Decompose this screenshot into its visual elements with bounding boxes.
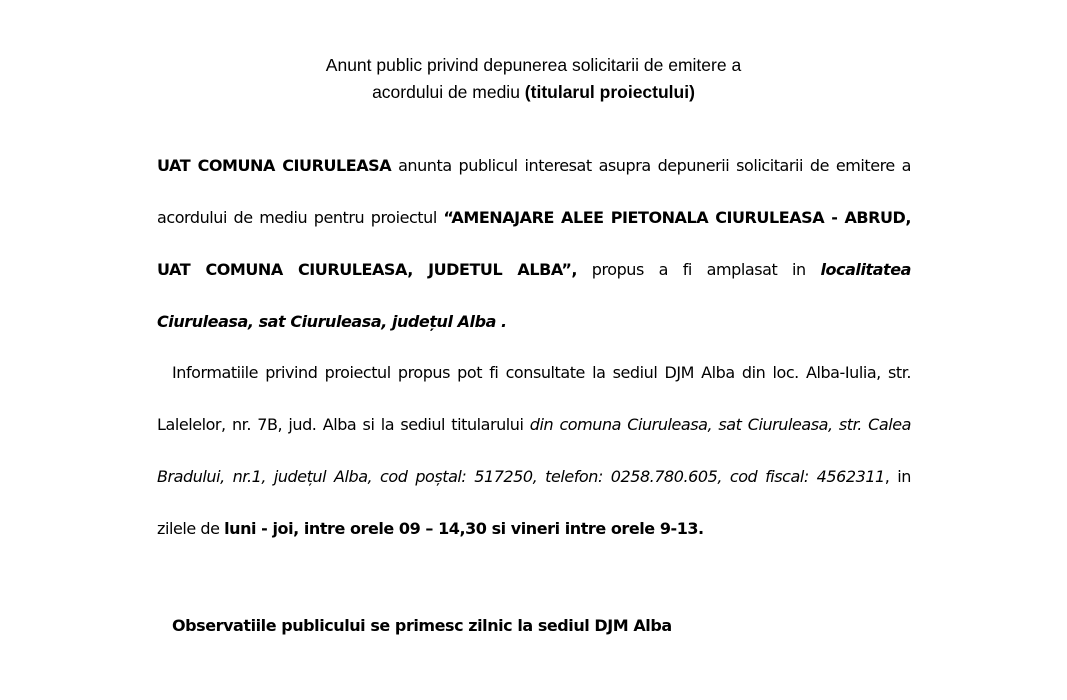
observations-text: Observatiile publicului se primesc zilnic la sediul DJM Alba: [172, 616, 672, 635]
paragraph2-text-a: Informatiile privind proiectul propus pot fi consultate la sediul DJM Alba din loc. Alba-Iulia, str. Lalelelor, nr. 7B, jud. Alba si la sediul titularului: [157, 363, 911, 434]
paragraph2-text-b: , in zilele de: [157, 467, 911, 538]
paragraph-consultation-info: [157, 347, 911, 555]
paragraph1-text-b: propus a fi amplasat in: [577, 260, 821, 279]
project-name: “AMENAJARE ALEE PIETONALA CIURULEASA - ABRUD, UAT COMUNA CIURULEASA, JUDETUL ALBA”,: [157, 208, 912, 279]
announcement-heading: [0, 52, 1067, 106]
heading-line-2: [0, 79, 1067, 106]
consultation-schedule: luni - joi, intre orele 09 – 14,30 si vineri intre orele 9-13.: [224, 519, 704, 538]
paragraph1-text-a: anunta publicul interesat asupra depunerii solicitarii de emitere a acordului de mediu pentru proiectul: [157, 156, 911, 227]
titular-address: din comuna Ciuruleasa, sat Ciuruleasa, str. Calea Bradului, nr.1, județul Alba, cod poștal: 517250, telefon: 0258.780.605, cod fiscal: 4562311: [157, 415, 911, 486]
heading-line-2-text: acordului de mediu: [372, 82, 525, 102]
titular-name: UAT COMUNA CIURULEASA: [157, 156, 392, 175]
paragraph-observations: [157, 600, 911, 652]
project-location: localitatea Ciuruleasa, sat Ciuruleasa, județul Alba .: [157, 260, 911, 331]
paragraph-request-announcement: [157, 140, 911, 348]
heading-titular-note: (titularul proiectului): [524, 82, 695, 102]
heading-line-1: Anunt public privind depunerea solicitarii de emitere a: [325, 55, 742, 75]
